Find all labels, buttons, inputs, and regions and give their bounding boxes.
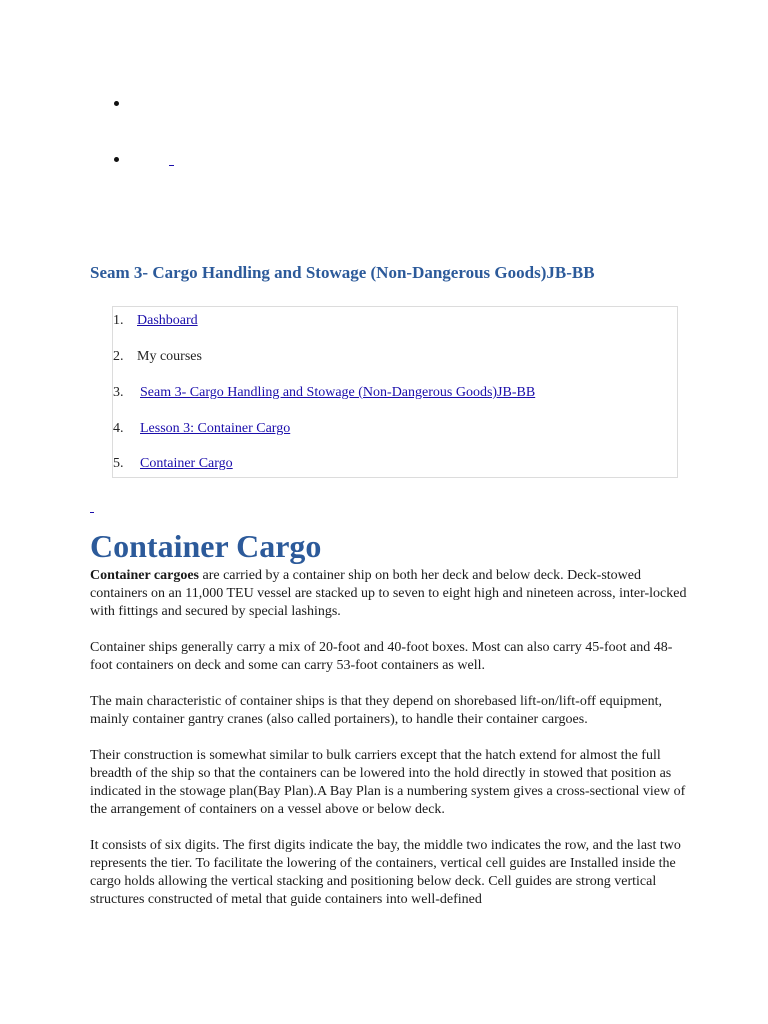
breadcrumb: [112, 306, 678, 478]
breadcrumb-number: 5.: [113, 456, 124, 471]
page-title: Container Cargo: [90, 528, 322, 564]
paragraph-4: Their construction is somewhat similar to bulk carriers except that the hatch extend for almost the full breadth of the ship so that the containers can be lowered into the hold directly in stowed that position as indicated in the stowage plan(Bay Plan).A Bay Plan is a numbering system gives a cross-sectional view of the arrangement of containers on a vessel above or below deck.: [90, 748, 686, 817]
breadcrumb-number: 4.: [113, 421, 124, 436]
article-body: [90, 567, 690, 927]
breadcrumb-item-my-courses: [113, 349, 202, 365]
breadcrumb-number: 2.: [113, 349, 124, 364]
empty-anchor-link[interactable]: [90, 512, 94, 513]
breadcrumb-item-page: [113, 456, 233, 472]
bullet-dot-1: [114, 101, 119, 106]
breadcrumb-number: 3.: [113, 385, 124, 400]
breadcrumb-item-dashboard: [113, 313, 198, 329]
breadcrumb-link-page[interactable]: Container Cargo: [140, 456, 233, 471]
bullet-empty-link[interactable]: [169, 165, 174, 166]
paragraph-3: The main characteristic of container ships is that they depend on shorebased lift-on/lift-off equipment, mainly container gantry cranes (also called portainers), to handle their container cargoes.: [90, 694, 663, 727]
course-heading: Seam 3- Cargo Handling and Stowage (Non-Dangerous Goods)JB-BB: [90, 263, 595, 282]
breadcrumb-link-course[interactable]: Seam 3- Cargo Handling and Stowage (Non-Dangerous Goods)JB-BB: [140, 385, 536, 400]
breadcrumb-link-dashboard[interactable]: Dashboard: [137, 313, 198, 328]
paragraph-1: [90, 567, 690, 621]
breadcrumb-label-my-courses: My courses: [137, 349, 202, 364]
breadcrumb-item-course: [113, 385, 535, 401]
paragraph-1-text: are carried by a container ship on both her deck and below deck. Deck-stowed containers on an 11,000 TEU vessel are stacked up to seven to eight high and nineteen across, inter-locked with fittings and secured by special lashings.: [90, 568, 687, 619]
paragraph-5: It consists of six digits. The first digits indicate the bay, the middle two indicates the row, and the last two represents the tier. To facilitate the lowering of the containers, vertical cell guides are Installed inside the cargo holds allowing the vertical stacking and positioning below deck. Cell guides are strong vertical structures constructed of metal that guide containers into well-defined: [90, 838, 681, 907]
breadcrumb-number: 1.: [113, 313, 124, 328]
paragraph-1-bold-term: Container cargoes: [90, 568, 199, 583]
breadcrumb-link-lesson[interactable]: Lesson 3: Container Cargo: [140, 421, 291, 436]
breadcrumb-item-lesson: [113, 421, 290, 437]
paragraph-2: Container ships generally carry a mix of 20-foot and 40-foot boxes. Most can also carry 45-foot and 48-foot containers on deck and some can carry 53-foot containers as well.: [90, 640, 673, 673]
bullet-dot-2: [114, 157, 119, 162]
